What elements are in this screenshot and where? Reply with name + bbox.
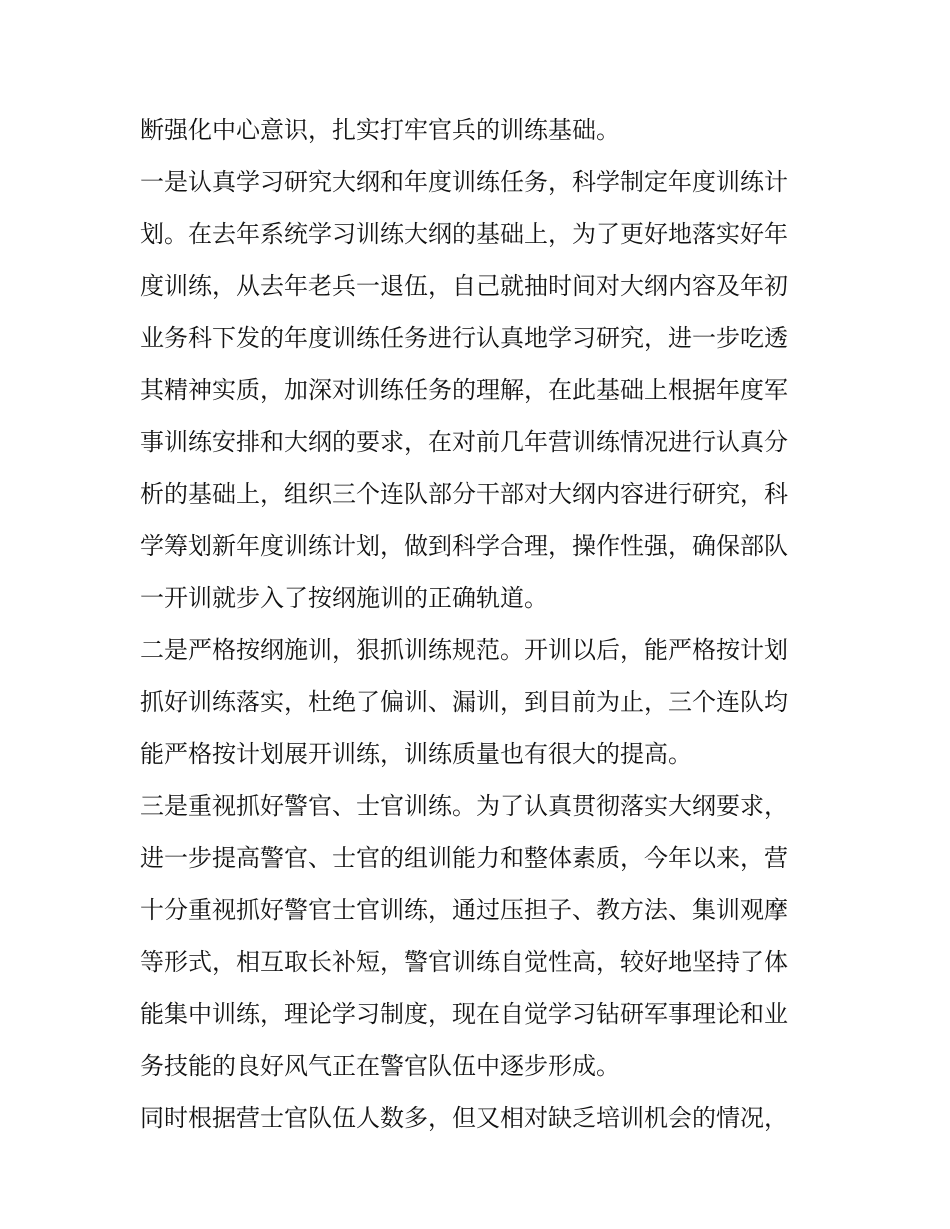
text-line: 进一步提高警官、士官的组训能力和整体素质，今年以来，营 [140,844,788,872]
text-line: 其精神实质，加深对训练任务的理解，在此基础上根据年度军 [140,376,788,404]
text-line: 划。在去年系统学习训练大纲的基础上，为了更好地落实好年 [140,220,788,248]
text-line: 三是重视抓好警官、士官训练。为了认真贯彻落实大纲要求， [140,792,788,820]
text-line: 学筹划新年度训练计划，做到科学合理，操作性强，确保部队 [140,532,788,560]
text-line: 能严格按计划展开训练，训练质量也有很大的提高。 [140,740,692,768]
text-line: 抓好训练落实，杜绝了偏训、漏训，到目前为止，三个连队均 [140,688,788,716]
text-line: 度训练，从去年老兵一退伍，自己就抽时间对大纲内容及年初 [140,272,788,300]
text-line: 断强化中心意识，扎实打牢官兵的训练基础。 [140,116,620,144]
text-line: 能集中训练，理论学习制度，现在自觉学习钻研军事理论和业 [140,1000,788,1028]
text-line: 一是认真学习研究大纲和年度训练任务，科学制定年度训练计 [140,168,788,196]
text-line: 等形式，相互取长补短，警官训练自觉性高，较好地坚持了体 [140,948,788,976]
body-text [140,104,820,1144]
text-line: 析的基础上，组织三个连队部分干部对大纲内容进行研究，科 [140,480,788,508]
text-line: 务技能的良好风气正在警官队伍中逐步形成。 [140,1052,620,1080]
text-line: 一开训就步入了按纲施训的正确轨道。 [140,584,548,612]
text-line: 二是严格按纲施训，狠抓训练规范。开训以后，能严格按计划 [140,636,788,664]
text-line: 业务科下发的年度训练任务进行认真地学习研究，进一步吃透 [140,324,788,352]
text-line: 十分重视抓好警官士官训练，通过压担子、教方法、集训观摩 [140,896,788,924]
text-line: 同时根据营士官队伍人数多，但又相对缺乏培训机会的情况， [140,1104,788,1132]
text-line: 事训练安排和大纲的要求，在对前几年营训练情况进行认真分 [140,428,788,456]
